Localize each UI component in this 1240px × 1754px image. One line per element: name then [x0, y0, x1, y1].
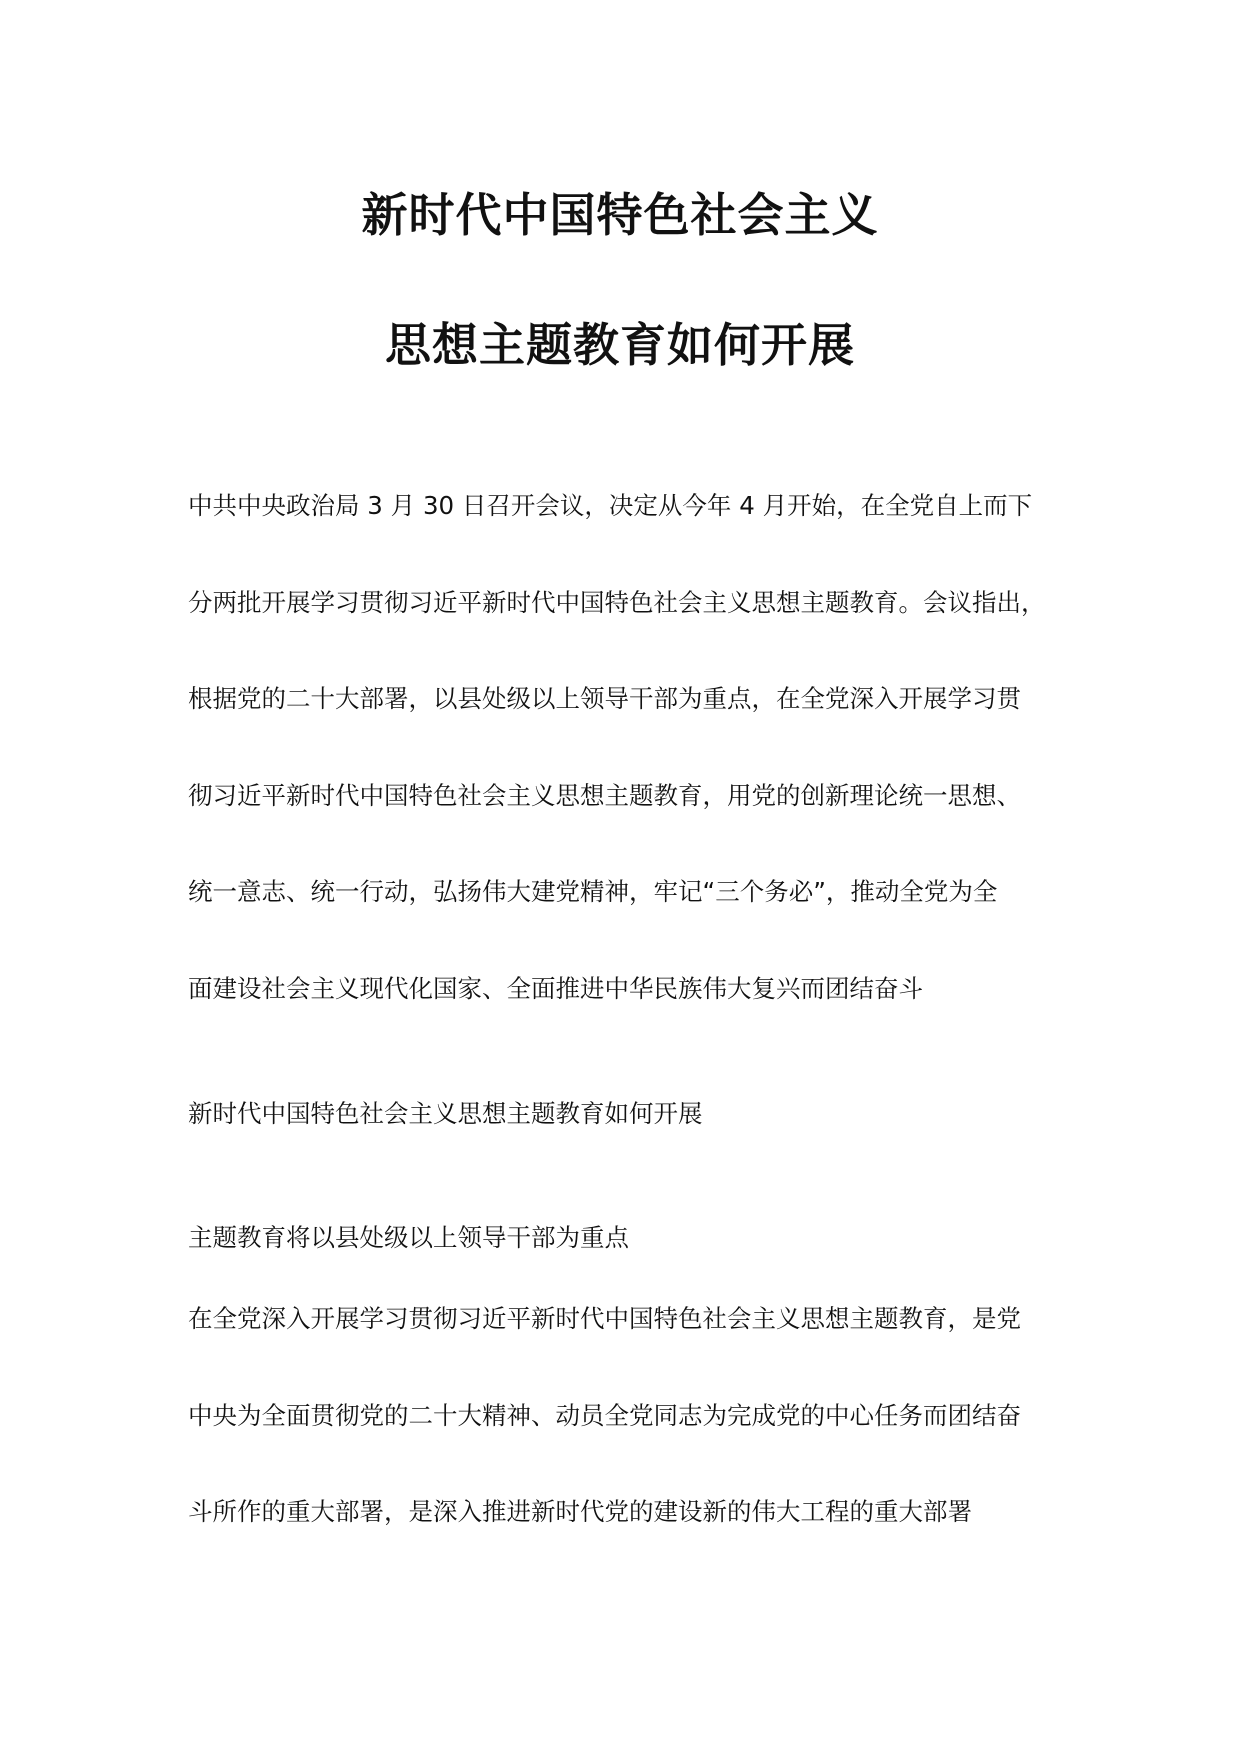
paragraph-2-line: 斗所作的重大部署，是深入推进新时代党的建设新的伟大工程的重大部署	[188, 1497, 972, 1526]
paragraph-1-line: 统一意志、统一行动，弘扬伟大建党精神，牢记“三个务必”，推动全党为全	[188, 877, 998, 906]
subheading: 主题教育将以县处级以上领导干部为重点	[188, 1223, 629, 1252]
paragraph-1-line: 根据党的二十大部署，以县处级以上领导干部为重点，在全党深入开展学习贯	[188, 684, 1021, 713]
paragraph-2-line: 在全党深入开展学习贯彻习近平新时代中国特色社会主义思想主题教育，是党	[188, 1304, 1021, 1333]
paragraph-1-line: 彻习近平新时代中国特色社会主义思想主题教育，用党的创新理论统一思想、	[188, 781, 1021, 810]
paragraph-1-line: 面建设社会主义现代化国家、全面推进中华民族伟大复兴而团结奋斗	[188, 974, 923, 1003]
section-heading: 新时代中国特色社会主义思想主题教育如何开展	[188, 1099, 703, 1128]
document-title-line-2: 思想主题教育如何开展	[385, 318, 855, 372]
paragraph-1-line: 中共中央政治局 3 月 30 日召开会议，决定从今年 4 月开始，在全党自上而下	[188, 491, 1033, 520]
document-title-line-1: 新时代中国特色社会主义	[361, 188, 879, 242]
paragraph-2-line: 中央为全面贯彻党的二十大精神、动员全党同志为完成党的中心任务而团结奋	[188, 1401, 1021, 1430]
paragraph-1-line: 分两批开展学习贯彻习近平新时代中国特色社会主义思想主题教育。会议指出，	[188, 588, 1046, 617]
